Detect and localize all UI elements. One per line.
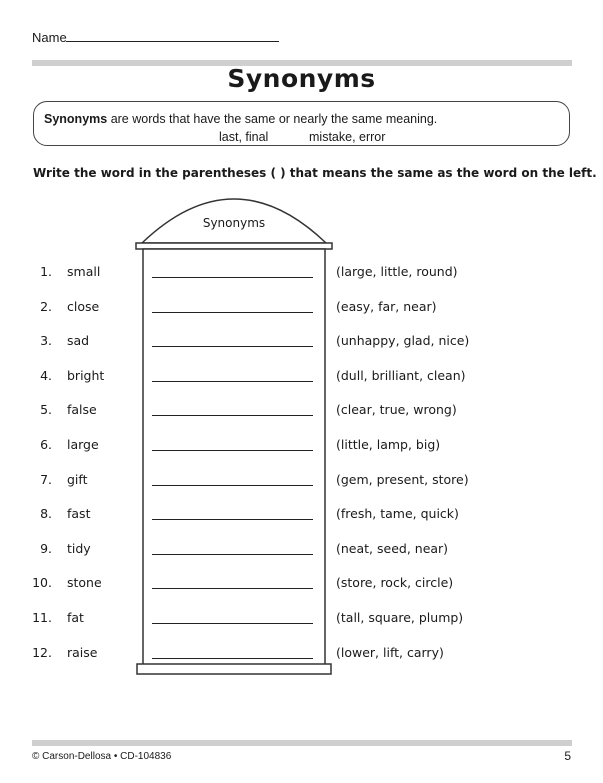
item-word: raise bbox=[67, 644, 98, 660]
item-word: large bbox=[67, 437, 99, 452]
item-word: bright bbox=[67, 367, 105, 383]
item-number: 4. bbox=[40, 367, 52, 383]
item-number: 9. bbox=[40, 540, 52, 556]
page-number: 5 bbox=[564, 749, 571, 763]
list-item bbox=[0, 402, 603, 422]
item-choices: (neat, seed, near) bbox=[336, 540, 449, 556]
bottom-divider-bar bbox=[32, 740, 572, 746]
item-choices: (clear, true, wrong) bbox=[336, 402, 457, 418]
item-word: tidy bbox=[67, 540, 91, 556]
item-word: gift bbox=[67, 471, 88, 487]
item-number: 2. bbox=[40, 298, 52, 314]
item-word: small bbox=[67, 264, 101, 279]
answer-blank[interactable] bbox=[152, 623, 313, 624]
item-number: 3. bbox=[40, 333, 52, 349]
pillar-cap bbox=[136, 243, 332, 249]
answer-blank[interactable] bbox=[152, 658, 313, 659]
list-item bbox=[0, 333, 603, 353]
answer-blank[interactable] bbox=[152, 277, 313, 278]
answer-blank[interactable] bbox=[152, 450, 313, 451]
list-item bbox=[0, 437, 603, 457]
instructions: Write the word in the parentheses ( ) that means the same as the word on the left. bbox=[33, 166, 597, 180]
list-item bbox=[0, 264, 603, 284]
item-choices: (lower, lift, carry) bbox=[336, 644, 444, 660]
definition-term: Synonyms bbox=[44, 112, 108, 126]
name-label: Name bbox=[32, 30, 67, 45]
item-word: sad bbox=[67, 333, 90, 349]
list-item bbox=[0, 506, 603, 526]
item-choices: (fresh, tame, quick) bbox=[336, 506, 459, 522]
item-choices: (dull, brilliant, clean) bbox=[336, 367, 466, 383]
example-1: last, final bbox=[219, 130, 269, 144]
pillar-base bbox=[137, 664, 331, 674]
list-item bbox=[0, 472, 603, 492]
list-item bbox=[0, 645, 603, 665]
item-choices: (easy, far, near) bbox=[336, 298, 437, 314]
item-number: 7. bbox=[40, 471, 52, 487]
example-2: mistake, error bbox=[309, 130, 386, 144]
item-word: false bbox=[67, 402, 97, 418]
definition-text: are words that have the same or nearly the same meaning. bbox=[107, 112, 438, 126]
item-number: 11. bbox=[32, 610, 52, 625]
list-item bbox=[0, 368, 603, 388]
list-item bbox=[0, 299, 603, 319]
item-choices: (gem, present, store) bbox=[336, 471, 469, 487]
list-item bbox=[0, 610, 603, 630]
page-title: Synonyms bbox=[227, 64, 376, 93]
list-item bbox=[0, 575, 603, 595]
item-number: 1. bbox=[40, 264, 52, 279]
publisher-credit: © Carson-Dellosa • CD-104836 bbox=[32, 751, 172, 762]
item-choices: (unhappy, glad, nice) bbox=[336, 333, 470, 349]
item-choices: (little, lamp, big) bbox=[336, 437, 441, 452]
answer-blank[interactable] bbox=[152, 519, 313, 520]
answer-blank[interactable] bbox=[152, 312, 313, 313]
item-word: fat bbox=[67, 610, 84, 625]
item-choices: (tall, square, plump) bbox=[336, 610, 464, 625]
item-word: close bbox=[67, 298, 100, 314]
item-number: 6. bbox=[40, 437, 52, 452]
answer-blank[interactable] bbox=[152, 381, 313, 382]
item-number: 5. bbox=[40, 402, 52, 418]
item-choices: (large, little, round) bbox=[336, 264, 458, 279]
item-number: 12. bbox=[32, 644, 52, 660]
pillar-label: Synonyms bbox=[202, 216, 266, 230]
item-number: 10. bbox=[32, 575, 52, 591]
item-word: stone bbox=[67, 575, 102, 591]
answer-blank[interactable] bbox=[152, 415, 313, 416]
answer-blank[interactable] bbox=[152, 346, 313, 347]
item-choices: (store, rock, circle) bbox=[336, 575, 454, 591]
item-number: 8. bbox=[40, 506, 52, 522]
answer-blank[interactable] bbox=[152, 588, 313, 589]
list-item bbox=[0, 541, 603, 561]
item-word: fast bbox=[67, 506, 91, 522]
answer-blank[interactable] bbox=[152, 485, 313, 486]
answer-blank[interactable] bbox=[152, 554, 313, 555]
